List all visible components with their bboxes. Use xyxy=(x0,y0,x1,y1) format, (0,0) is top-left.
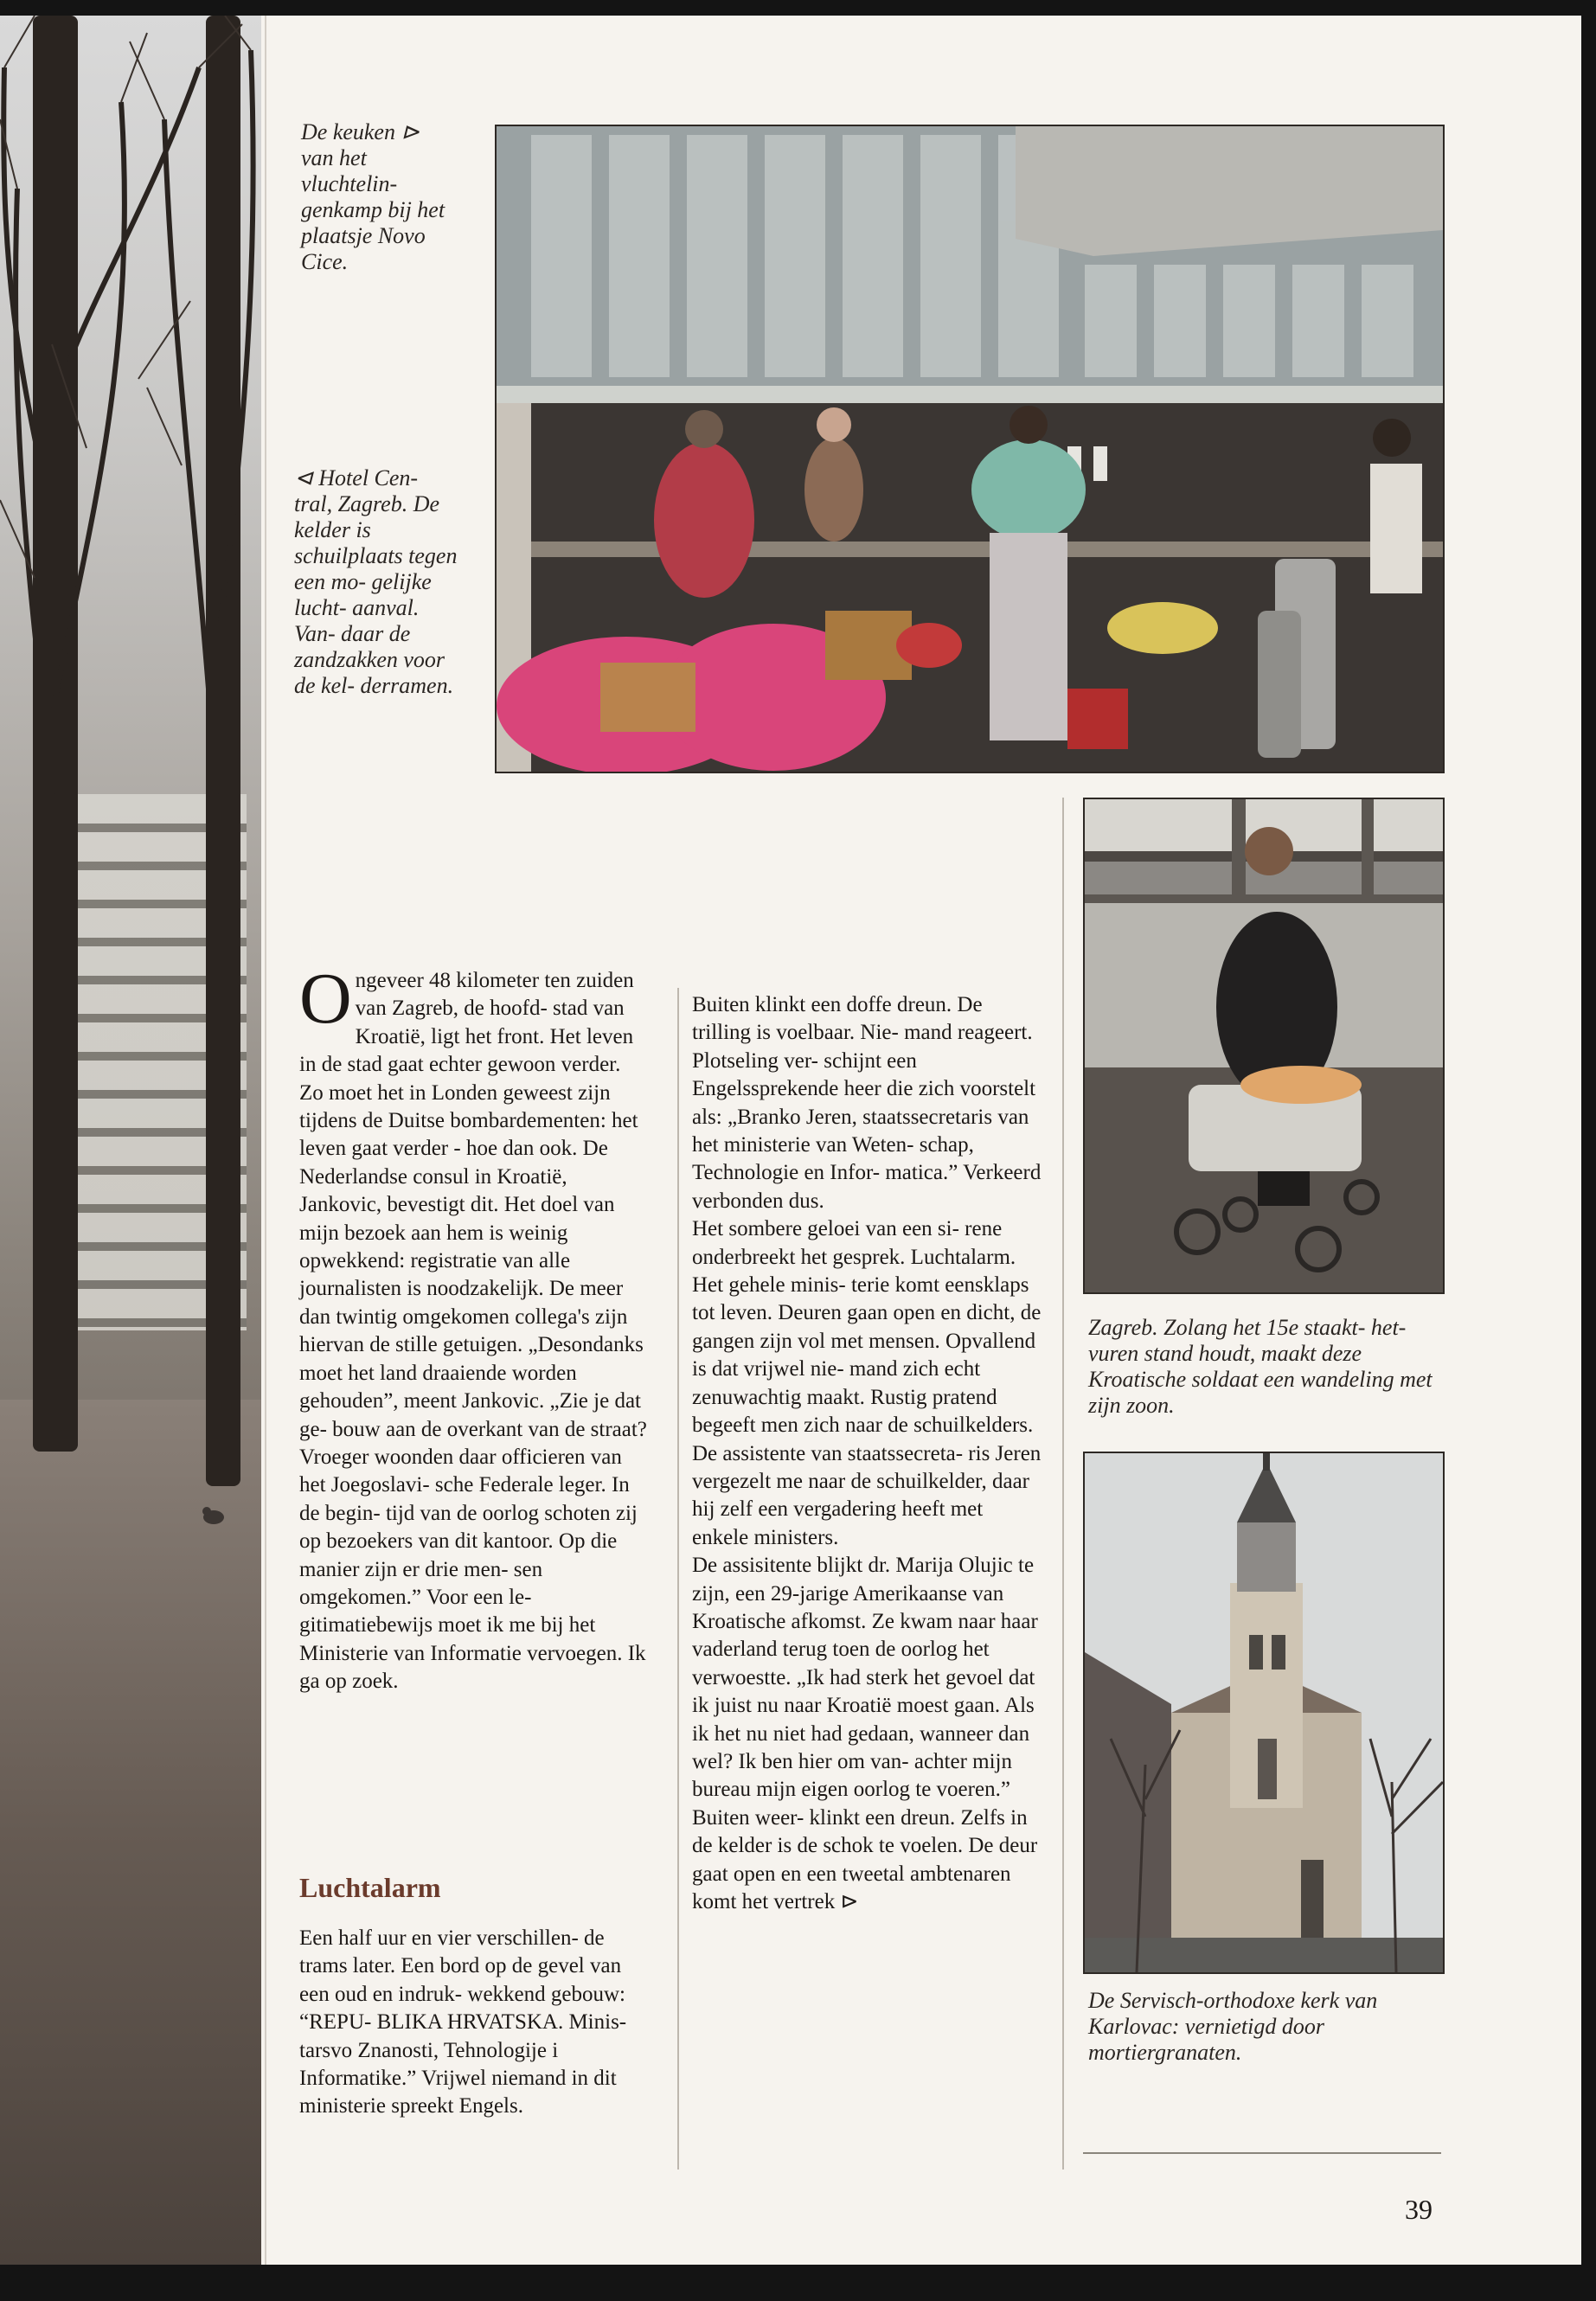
soldier-illustration xyxy=(1085,799,1443,1292)
paragraph: De assisitente blijkt dr. Marija Olujic te zijn, een 29-jarige Amerikaanse van Kroatische afkomst. Ze kwam naar haar vaderland terug toen de oorlog het verwoestte. „Ik had sterk het gevoel dat ik juist nu naar Kroatië moest gaan. Als ik het nu niet had gedaan, wanneer dan wel? Ik ben hier om van- achter mijn bureau mijn eigen oorlog te voeren.” Buiten weer- klinkt een dreun. Zelfs in de kelder is de schok te voelen. De deur gaat open en een tweetal ambtenaren komt het vertrek ⊳ xyxy=(692,1554,1038,1913)
article-column-2 xyxy=(692,991,1042,1916)
soldier-photo xyxy=(1083,798,1445,1294)
church-photo xyxy=(1083,1452,1445,1974)
subhead-luchtalarm: Luchtalarm xyxy=(299,1872,441,1903)
street-ground xyxy=(0,1400,261,2265)
paragraph: Een half uur en vier verschillen- de trams later. Een bord op de gevel van een oud en indruk- wekkend gebouw: “REPU- BLIKA HRVATSKA. Minis- tarsvo Znanosti, Tehnologije i Informatike.” Vrijwel niemand in dit ministerie spreekt Engels. xyxy=(299,1926,627,2118)
kitchen-illustration xyxy=(497,126,1443,772)
column-rule xyxy=(677,988,679,2170)
tree-street-photo xyxy=(0,16,261,2265)
kitchen-caption: De keuken ⊳ van het vluchtelin- genkamp bij het plaatsje Novo Cice. xyxy=(301,119,445,274)
hotel-caption: ⊲ Hotel Cen- tral, Zagreb. De kelder is schuilplaats tegen een mo- gelijke lucht- aanval. Van- daar de zandzakken voor de kel- derramen. xyxy=(294,465,458,698)
drop-cap: O xyxy=(299,958,352,1039)
church-caption: De Servisch-orthodoxe kerk van Karlovac: vernietigd door mortiergranaten. xyxy=(1088,1988,1378,2065)
column-rule xyxy=(1062,798,1064,2170)
page-number: 39 xyxy=(1405,2194,1433,2225)
left-column-rule xyxy=(265,16,266,2265)
magazine-page xyxy=(0,16,1581,2265)
bottom-rule xyxy=(1083,2152,1441,2154)
paragraph: Buiten klinkt een doffe dreun. De trilling is voelbaar. Nie- mand reageert. Plotseling ver- schijnt een Engelssprekende heer die zich voorstelt als: „Branko Jeren, staatssecretaris van het ministerie van Weten- schap, Technologie en Infor- matica.” Verkeerd verbonden dus. xyxy=(692,993,1042,1213)
article-column-1 xyxy=(299,958,650,1696)
kitchen-photo xyxy=(495,125,1445,773)
tree-branches xyxy=(0,16,261,1054)
church-illustration xyxy=(1085,1453,1443,1972)
soldier-caption: Zagreb. Zolang het 15e staakt- het-vuren stand houdt, maakt deze Kroatische soldaat een wandeling met zijn zoon. xyxy=(1088,1315,1433,1418)
intro-text: ngeveer 48 kilometer ten zuiden van Zagreb, de hoofd- stad van Kroatië, ligt het front. Het leven in de stad gaat echter gewoon verder. Zo moet het in Londen geweest zijn tijdens de Duitse bombardementen: het leven gaat verder - hoe dan ook. De Nederlandse consul in Kroatië, Jankovic, bevestigt dit. Het doel van mijn bezoek aan hem is weinig opwekkend: registratie van alle journalisten is noodzakelijk. De meer dan twintig omgekomen collega's zijn hiervan de stille getuigen. „Desondanks moet het land draaiende worden gehouden”, meent Jankovic. „Zie je dat ge- bouw aan de overkant van de straat? Vroeger woonden daar officieren van het Joegoslavi- sche Federale leger. In de begin- tijd van de oorlog schoten zij op bezoekers van dit kantoor. Op die manier zijn er drie men- sen omgekomen.” Voor een le- gitimatiebewijs moet ik me bij het Ministerie van Informatie vervoegen. Ik ga op zoek. xyxy=(299,969,647,1694)
article-intro xyxy=(299,958,650,1696)
article-column-1-continued xyxy=(299,1925,650,2121)
paragraph: Het sombere geloei van een si- rene onderbreekt het gesprek. Luchtalarm. Het gehele minis- terie komt eensklaps tot leven. Deuren gaan open en dicht, de gangen zijn vol met mensen. Opvallend is dat vrijwel nie- mand zich echt zenuwachtig maakt. Rustig pratend begeeft men zich naar de schuilkelders. De assistente van staatssecreta- ris Jeren vergezelt me naar de schuilkelder, daar hij zelf een vergadering heeft met enkele ministers. xyxy=(692,1217,1042,1549)
pigeon-shape xyxy=(201,1505,227,1526)
